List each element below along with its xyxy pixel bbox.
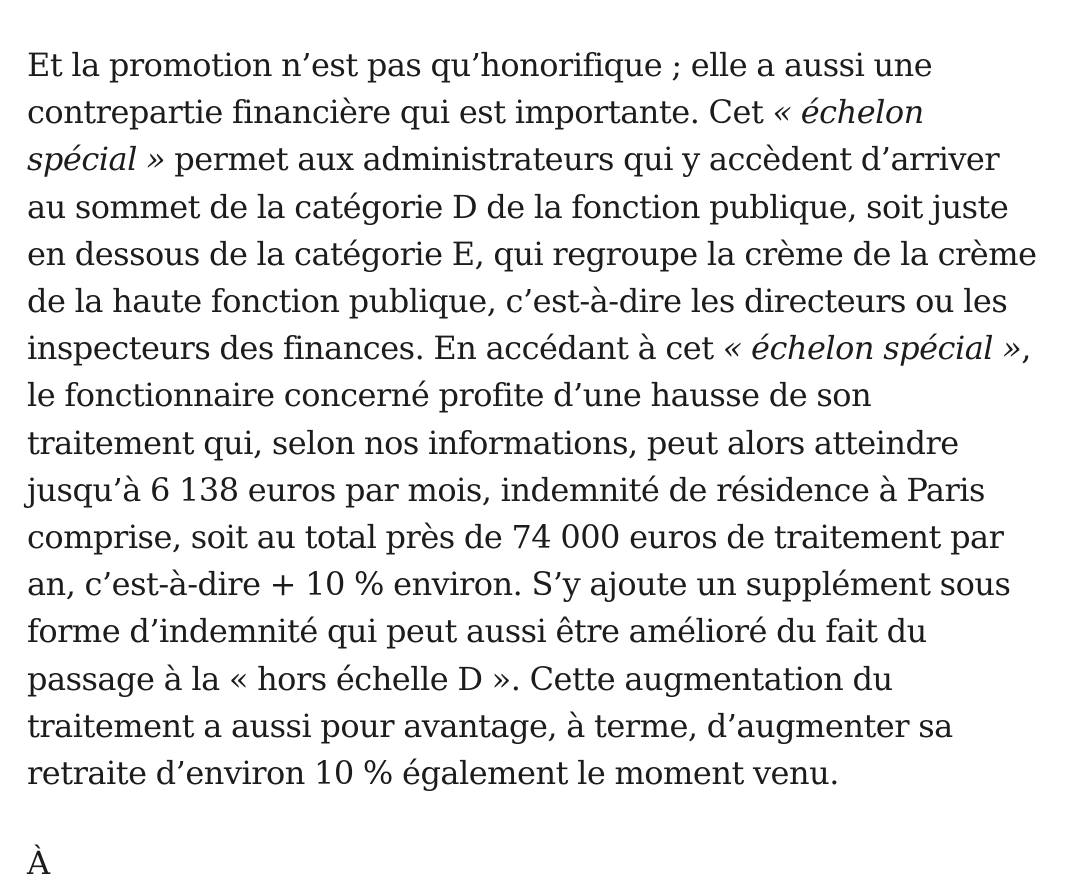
text-line: inspecteurs des finances. En accédant à cet « échelon spécial », [27,329,1031,368]
italic-term: « échelon [772,93,924,132]
article-body [27,42,1067,797]
text-line: traitement qui, selon nos informations, peut alors atteindre [27,423,959,462]
text-line: retraite d’environ 10 % également le moment venu. [27,754,839,793]
text-line: passage à la « hors échelle D ». Cette augmentation du [27,659,893,698]
text-line: en dessous de la catégorie E, qui regroupe la crème de la crème [27,234,1037,273]
text-line: spécial » permet aux administrateurs qui y accèdent d’arriver [27,140,1000,179]
italic-term: « échelon spécial » [722,329,1022,368]
text-line: le fonctionnaire concerné profite d’une hausse de son [27,376,872,415]
italic-term: spécial » [27,140,166,179]
text-line: Et la promotion n’est pas qu’honorifique ; elle a aussi une [27,46,933,84]
next-paragraph-start: À [27,844,51,882]
text-line: jusqu’à 6 138 euros par mois, indemnité de résidence à Paris [27,470,985,509]
text-line: comprise, soit au total près de 74 000 euros de traitement par [27,518,1004,557]
text-line: traitement a aussi pour avantage, à terme, d’augmenter sa [27,706,953,745]
text-line: contrepartie financière qui est importante. Cet « échelon [27,93,924,132]
text-line: forme d’indemnité qui peut aussi être amélioré du fait du [27,612,927,651]
text-line: an, c’est-à-dire + 10 % environ. S’y ajoute un supplément sous [27,565,1011,604]
article-paragraph [27,42,1067,797]
text-line: de la haute fonction publique, c’est-à-dire les directeurs ou les [27,282,1008,321]
text-line: au sommet de la catégorie D de la fonction publique, soit juste [27,187,1009,226]
